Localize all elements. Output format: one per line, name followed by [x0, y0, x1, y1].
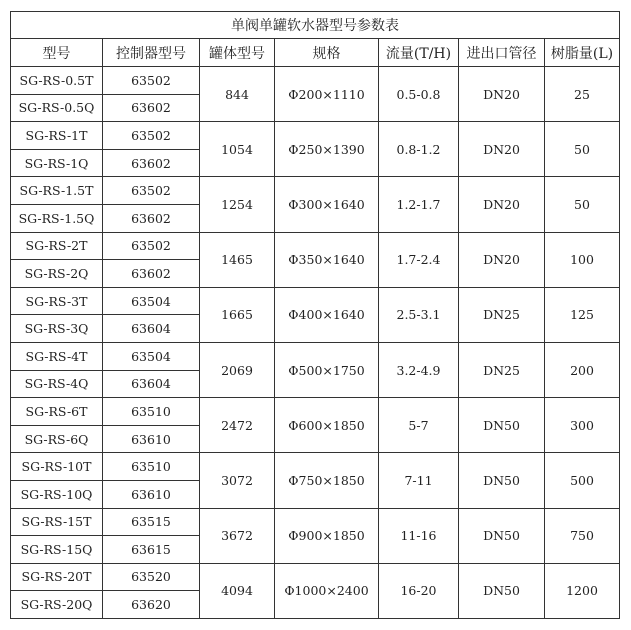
controller-cell: 63602: [103, 260, 200, 288]
pipe-cell: DN25: [459, 342, 545, 397]
flow-cell: 1.2-1.7: [379, 177, 459, 232]
spec-cell: Φ350×1640: [275, 232, 379, 287]
model-cell: SG-RS-3T: [11, 287, 103, 315]
spec-cell: Φ250×1390: [275, 122, 379, 177]
model-cell: SG-RS-2T: [11, 232, 103, 260]
table-row: [11, 508, 620, 536]
table-row: [11, 287, 620, 315]
resin-cell: 25: [545, 67, 620, 122]
table-row: [11, 67, 620, 95]
tank-cell: 1054: [200, 122, 275, 177]
flow-cell: 0.5-0.8: [379, 67, 459, 122]
resin-cell: 50: [545, 177, 620, 232]
resin-cell: 100: [545, 232, 620, 287]
flow-cell: 1.7-2.4: [379, 232, 459, 287]
controller-cell: 63620: [103, 591, 200, 619]
header-tank: 罐体型号: [200, 39, 275, 67]
model-cell: SG-RS-1.5Q: [11, 204, 103, 232]
tank-cell: 1465: [200, 232, 275, 287]
model-cell: SG-RS-4Q: [11, 370, 103, 398]
resin-cell: 500: [545, 453, 620, 508]
resin-cell: 50: [545, 122, 620, 177]
controller-cell: 63520: [103, 563, 200, 591]
resin-cell: 200: [545, 342, 620, 397]
tank-cell: 2069: [200, 342, 275, 397]
pipe-cell: DN50: [459, 508, 545, 563]
tank-cell: 3072: [200, 453, 275, 508]
flow-cell: 5-7: [379, 398, 459, 453]
header-controller: 控制器型号: [103, 39, 200, 67]
tank-cell: 1665: [200, 287, 275, 342]
model-cell: SG-RS-1.5T: [11, 177, 103, 205]
resin-cell: 300: [545, 398, 620, 453]
table-title: 单阀单罐软水器型号参数表: [11, 12, 620, 39]
tank-cell: 1254: [200, 177, 275, 232]
controller-cell: 63502: [103, 67, 200, 95]
model-cell: SG-RS-20Q: [11, 591, 103, 619]
spec-cell: Φ1000×2400: [275, 563, 379, 618]
pipe-cell: DN50: [459, 563, 545, 618]
tank-cell: 2472: [200, 398, 275, 453]
model-cell: SG-RS-10Q: [11, 480, 103, 508]
header-flow: 流量(T/H): [379, 39, 459, 67]
header-model: 型号: [11, 39, 103, 67]
spec-cell: Φ500×1750: [275, 342, 379, 397]
softener-parameter-table: [10, 11, 620, 619]
model-cell: SG-RS-1Q: [11, 149, 103, 177]
pipe-cell: DN20: [459, 122, 545, 177]
controller-cell: 63604: [103, 370, 200, 398]
model-cell: SG-RS-15T: [11, 508, 103, 536]
resin-cell: 1200: [545, 563, 620, 618]
flow-cell: 3.2-4.9: [379, 342, 459, 397]
flow-cell: 7-11: [379, 453, 459, 508]
controller-cell: 63502: [103, 122, 200, 150]
header-spec: 规格: [275, 39, 379, 67]
table-row: [11, 563, 620, 591]
spec-cell: Φ200×1110: [275, 67, 379, 122]
table-row: [11, 232, 620, 260]
model-cell: SG-RS-6Q: [11, 425, 103, 453]
table-row: [11, 122, 620, 150]
controller-cell: 63515: [103, 508, 200, 536]
spec-cell: Φ300×1640: [275, 177, 379, 232]
table-row: [11, 342, 620, 370]
tank-cell: 3672: [200, 508, 275, 563]
spec-cell: Φ600×1850: [275, 398, 379, 453]
pipe-cell: DN20: [459, 232, 545, 287]
model-cell: SG-RS-3Q: [11, 315, 103, 343]
table-row: [11, 453, 620, 481]
spec-cell: Φ750×1850: [275, 453, 379, 508]
model-cell: SG-RS-0.5T: [11, 67, 103, 95]
controller-cell: 63510: [103, 398, 200, 426]
flow-cell: 11-16: [379, 508, 459, 563]
pipe-cell: DN50: [459, 398, 545, 453]
controller-cell: 63604: [103, 315, 200, 343]
flow-cell: 0.8-1.2: [379, 122, 459, 177]
pipe-cell: DN20: [459, 67, 545, 122]
model-cell: SG-RS-15Q: [11, 536, 103, 564]
controller-cell: 63502: [103, 232, 200, 260]
model-cell: SG-RS-10T: [11, 453, 103, 481]
table-row: [11, 177, 620, 205]
model-cell: SG-RS-4T: [11, 342, 103, 370]
flow-cell: 16-20: [379, 563, 459, 618]
model-cell: SG-RS-2Q: [11, 260, 103, 288]
controller-cell: 63602: [103, 204, 200, 232]
resin-cell: 750: [545, 508, 620, 563]
controller-cell: 63510: [103, 453, 200, 481]
table-row: [11, 398, 620, 426]
controller-cell: 63602: [103, 94, 200, 122]
model-cell: SG-RS-20T: [11, 563, 103, 591]
pipe-cell: DN20: [459, 177, 545, 232]
model-cell: SG-RS-0.5Q: [11, 94, 103, 122]
tank-cell: 844: [200, 67, 275, 122]
pipe-cell: DN25: [459, 287, 545, 342]
controller-cell: 63610: [103, 425, 200, 453]
controller-cell: 63504: [103, 287, 200, 315]
controller-cell: 63602: [103, 149, 200, 177]
header-pipe: 进出口管径: [459, 39, 545, 67]
spec-cell: Φ900×1850: [275, 508, 379, 563]
resin-cell: 125: [545, 287, 620, 342]
flow-cell: 2.5-3.1: [379, 287, 459, 342]
header-resin: 树脂量(L): [545, 39, 620, 67]
spec-cell: Φ400×1640: [275, 287, 379, 342]
controller-cell: 63615: [103, 536, 200, 564]
model-cell: SG-RS-1T: [11, 122, 103, 150]
controller-cell: 63610: [103, 480, 200, 508]
controller-cell: 63502: [103, 177, 200, 205]
model-cell: SG-RS-6T: [11, 398, 103, 426]
controller-cell: 63504: [103, 342, 200, 370]
tank-cell: 4094: [200, 563, 275, 618]
pipe-cell: DN50: [459, 453, 545, 508]
